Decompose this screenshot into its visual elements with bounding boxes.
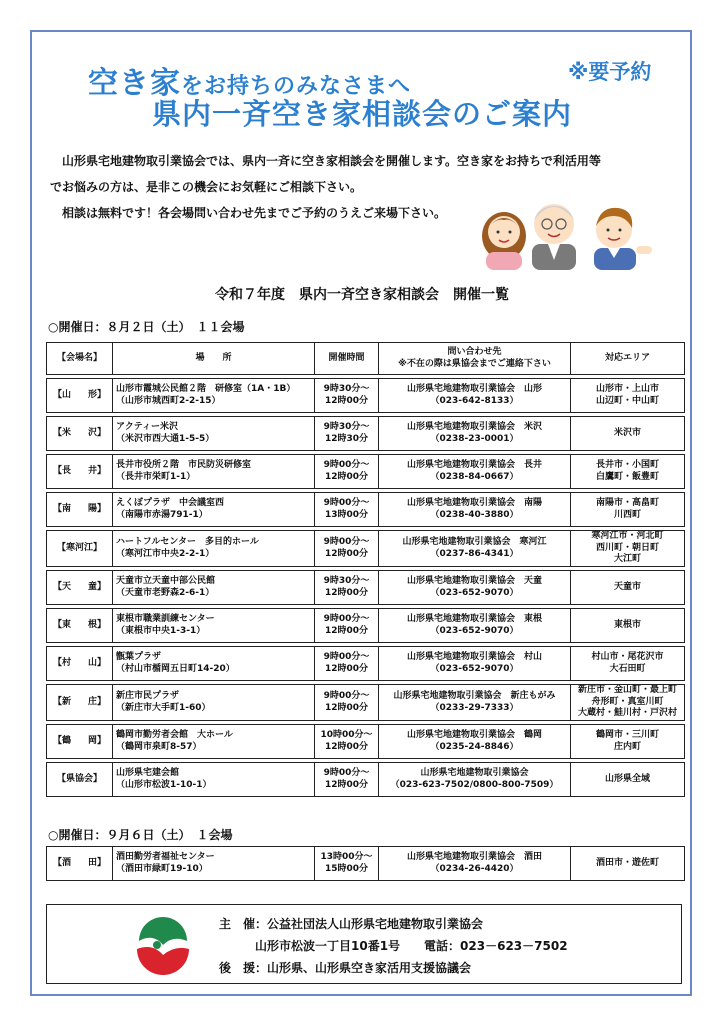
venue-name (47, 685, 113, 721)
session2-table (46, 846, 685, 881)
venue-area: 東根市 (571, 609, 685, 643)
venue-time: 13時00分～ 15時00分 (315, 847, 379, 881)
venue-time: 9時00分～ 12時00分 (315, 531, 379, 567)
venue-name-b: 田】 (87, 857, 106, 868)
venue-time: 9時00分～ 12時00分 (315, 609, 379, 643)
venue-time: 9時30分～ 12時00分 (315, 379, 379, 413)
venue-contact: 山形県宅地建物取引業協会 （023-623-7502/0800-800-7509） (379, 763, 571, 797)
venue-name (47, 647, 113, 681)
venue-time: 9時30分～ 12時30分 (315, 417, 379, 451)
venue-name (47, 455, 113, 489)
footer-support: 後 援：山形県、山形県空き家活用支援協議会 (219, 961, 472, 975)
venue-name-b: 山】 (87, 657, 106, 668)
venue-contact: 山形県宅地建物取引業協会 酒田 （0234-26-4420） (379, 847, 571, 881)
venue-place: 新庄市民プラザ （新庄市大手町1-60） (113, 685, 315, 721)
session2-heading: ○開催日：９月６日（土） １会場 (48, 828, 233, 842)
list-title: 令和７年度 県内一斉空き家相談会 開催一覧 (215, 287, 509, 303)
venue-name-a: 【米 (53, 427, 72, 438)
venue-name-a: 【寒河江】 (56, 542, 102, 553)
table-row (47, 417, 685, 451)
venue-name-b: 庄】 (87, 696, 106, 707)
column-header-contact: 問い合わせ先 ※不在の際は県協会までご連絡下さい (379, 343, 571, 375)
venue-name-b: 形】 (87, 389, 106, 400)
venue-name (47, 571, 113, 605)
venue-contact: 山形県宅地建物取引業協会 南陽 （0238-40-3880） (379, 493, 571, 527)
venue-contact: 山形県宅地建物取引業協会 東根 （023-652-9070） (379, 609, 571, 643)
venue-name-b: 童】 (87, 581, 106, 592)
venue-place: 鶴岡市勤労者会館 大ホール （鶴岡市泉町8-57） (113, 725, 315, 759)
people-illustration (478, 184, 656, 270)
table-row (47, 379, 685, 413)
table-row (47, 531, 685, 567)
venue-contact: 山形県宅地建物取引業協会 長井 （0238-84-0667） (379, 455, 571, 489)
page-title-line2: 県内一斉空き家相談会のご案内 (152, 97, 573, 131)
column-header-place: 場 所 (113, 343, 315, 375)
venue-name (47, 493, 113, 527)
venue-name-a: 【東 (53, 619, 72, 630)
venue-contact: 山形県宅地建物取引業協会 米沢 （0238-23-0001） (379, 417, 571, 451)
venue-time: 9時30分～ 12時00分 (315, 571, 379, 605)
venue-place: アクティー米沢 （米沢市西大通1-5-5） (113, 417, 315, 451)
venue-name-a: 【酒 (53, 857, 72, 868)
venue-place: 酒田勤労者福祉センター （酒田市緑町19-10） (113, 847, 315, 881)
table-header-row (47, 343, 685, 375)
intro-line3: 相談は無料です！各会場問い合わせ先までご予約のうえご来場下さい。 (62, 206, 447, 220)
venue-place: 天童市立天童中部公民館 （天童市老野森2-6-1） (113, 571, 315, 605)
venue-name-a: 【新 (53, 696, 72, 707)
footer-box (46, 904, 682, 984)
venue-name (47, 417, 113, 451)
venue-time: 10時00分～ 12時00分 (315, 725, 379, 759)
venue-name (47, 379, 113, 413)
venue-place: ハートフルセンター 多目的ホール （寒河江市中央2-2-1） (113, 531, 315, 567)
venue-name-a: 【村 (53, 657, 72, 668)
venue-area: 寒河江市・河北町 西川町・朝日町 大江町 (571, 531, 685, 567)
venue-contact: 山形県宅地建物取引業協会 天童 （023-652-9070） (379, 571, 571, 605)
table-row (47, 847, 685, 881)
venue-name (47, 725, 113, 759)
table-row (47, 685, 685, 721)
venue-area: 酒田市・遊佐町 (571, 847, 685, 881)
venue-place: 長井市役所２階 市民防災研修室 （長井市栄町1-1） (113, 455, 315, 489)
table-row (47, 647, 685, 681)
session1-table (46, 342, 685, 797)
venue-place: 甑葉プラザ （村山市楯岡五日町14-20） (113, 647, 315, 681)
venue-place: えくぼプラザ 中会議室西 （南陽市赤湯791-1） (113, 493, 315, 527)
venue-time: 9時00分～ 12時00分 (315, 685, 379, 721)
venue-area: 南陽市・高畠町 川西町 (571, 493, 685, 527)
venue-place: 山形県宅建会館 （山形市松波1-10-1） (113, 763, 315, 797)
venue-area: 米沢市 (571, 417, 685, 451)
venue-name (47, 531, 113, 567)
venue-place: 山形市霞城公民館２階 研修室（1A・1B） （山形市城西町2-2-15） (113, 379, 315, 413)
venue-area: 天童市 (571, 571, 685, 605)
venue-contact: 山形県宅地建物取引業協会 鶴岡 （0235-24-8846） (379, 725, 571, 759)
venue-name (47, 609, 113, 643)
venue-name-a: 【長 (53, 465, 72, 476)
venue-area: 鶴岡市・三川町 庄内町 (571, 725, 685, 759)
column-header-time: 開催時間 (315, 343, 379, 375)
venue-name (47, 847, 113, 881)
venue-area: 新庄市・金山町・最上町 舟形町・真室川町 大蔵村・鮭川村・戸沢村 (571, 685, 685, 721)
page-title-line1: 空き家をお持ちのみなさまへ (88, 66, 412, 101)
venue-contact: 山形県宅地建物取引業協会 村山 （023-652-9070） (379, 647, 571, 681)
association-logo-icon (133, 915, 193, 975)
venue-area: 山形市・上山市 山辺町・中山町 (571, 379, 685, 413)
venue-area: 山形県全域 (571, 763, 685, 797)
venue-name-a: 【天 (53, 581, 72, 592)
venue-name-a: 【山 (53, 389, 72, 400)
venue-name-a: 【県協会】 (56, 773, 102, 784)
venue-name-b: 陽】 (87, 503, 106, 514)
table-row (47, 725, 685, 759)
venue-name-b: 岡】 (87, 735, 106, 746)
venue-area: 長井市・小国町 白鷹町・飯豊町 (571, 455, 685, 489)
session1-heading: ○開催日：８月２日（土） １１会場 (48, 320, 245, 334)
column-header-area: 対応エリア (571, 343, 685, 375)
venue-time: 9時00分～ 13時00分 (315, 493, 379, 527)
venue-contact: 山形県宅地建物取引業協会 山形 （023-642-8133） (379, 379, 571, 413)
venue-area: 村山市・尾花沢市 大石田町 (571, 647, 685, 681)
table-row (47, 493, 685, 527)
venue-name (47, 763, 113, 797)
table-row (47, 455, 685, 489)
venue-contact: 山形県宅地建物取引業協会 寒河江 （0237-86-4341） (379, 531, 571, 567)
intro-line2: でお悩みの方は、是非この機会にお気軽にご相談下さい。 (50, 180, 363, 194)
venue-place: 東根市職業訓練センター （東根市中央1-3-1） (113, 609, 315, 643)
intro-line1: 山形県宅地建物取引業協会では、県内一斉に空き家相談会を開催します。空き家をお持ちで利活用等 (62, 154, 601, 168)
column-header-name: 【会場名】 (47, 343, 113, 375)
venue-time: 9時00分～ 12時00分 (315, 763, 379, 797)
venue-contact: 山形県宅地建物取引業協会 新庄もがみ （0233-29-7333） (379, 685, 571, 721)
footer-address: 山形市松波一丁目10番1号 電話：023－623－7502 (255, 939, 568, 953)
venue-time: 9時00分～ 12時00分 (315, 455, 379, 489)
reservation-note: ※要予約 (568, 60, 652, 84)
venue-name-a: 【南 (53, 503, 72, 514)
table-row (47, 763, 685, 797)
footer-host: 主 催：公益社団法人山形県宅地建物取引業協会 (219, 917, 484, 931)
venue-name-b: 根】 (87, 619, 106, 630)
table-row (47, 571, 685, 605)
table-row (47, 609, 685, 643)
venue-name-a: 【鶴 (53, 735, 72, 746)
venue-name-b: 沢】 (87, 427, 106, 438)
venue-name-b: 井】 (87, 465, 106, 476)
venue-time: 9時00分～ 12時00分 (315, 647, 379, 681)
